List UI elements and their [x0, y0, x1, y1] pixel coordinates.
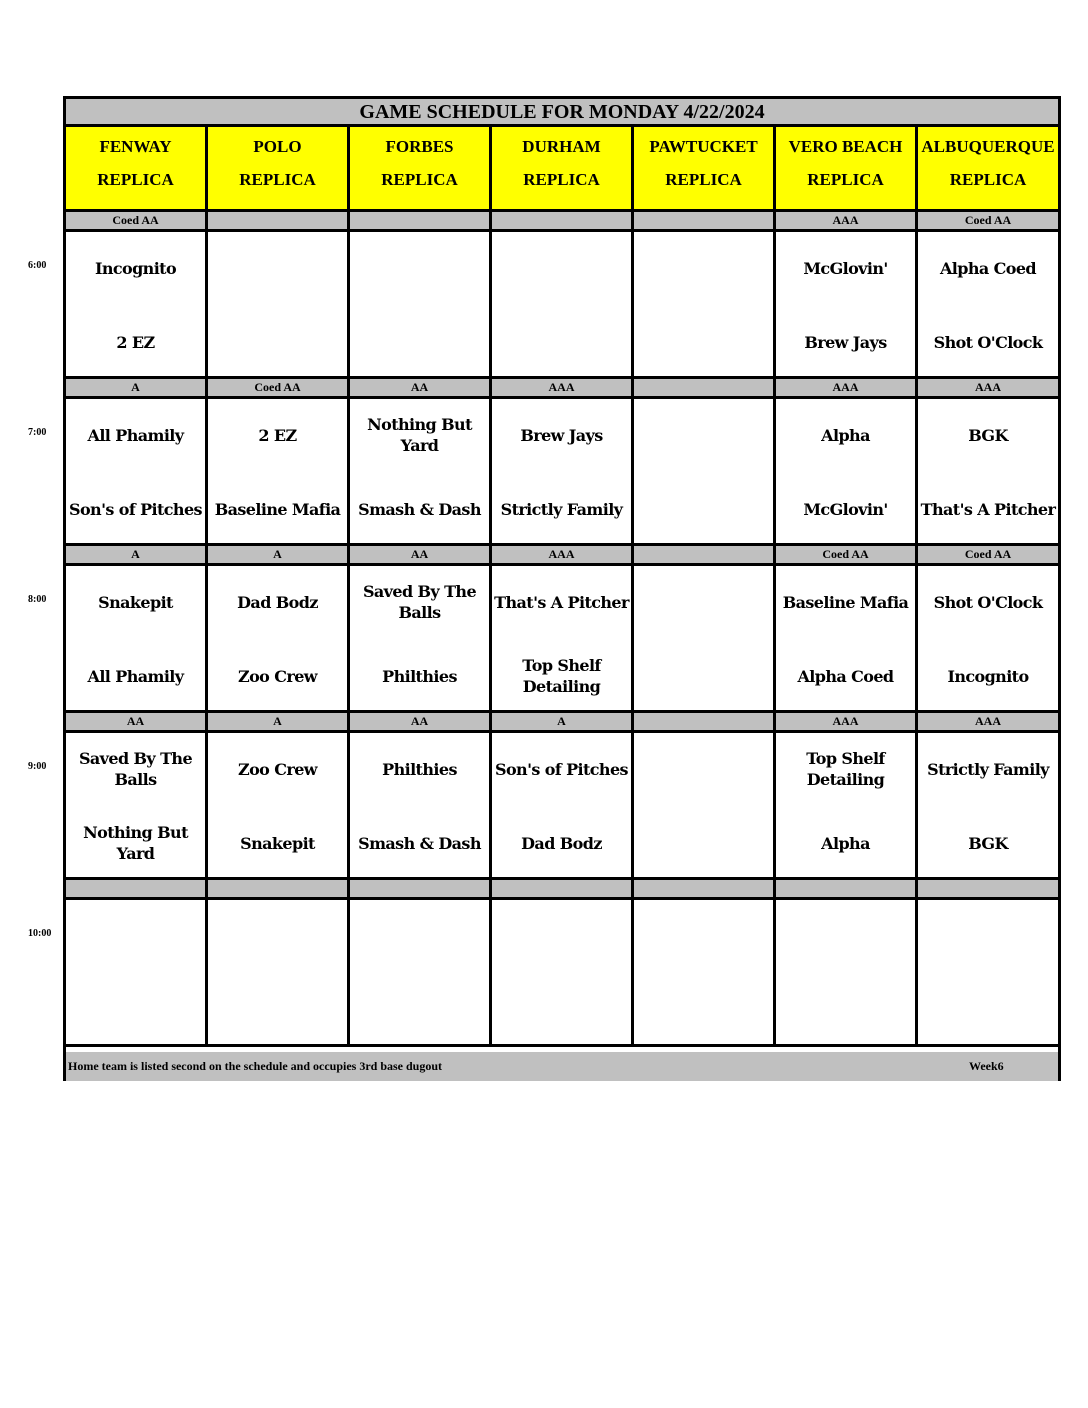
- home-team: Baseline Mafia: [214, 499, 341, 519]
- away-team: Alpha Coed: [939, 258, 1037, 278]
- home-team: Brew Jays: [804, 332, 887, 352]
- game-cell: [350, 900, 492, 1047]
- division-label: [350, 212, 492, 232]
- away-team: [350, 244, 489, 292]
- field-sub: REPLICA: [949, 170, 1027, 189]
- division-label: [492, 212, 634, 232]
- division-label: [634, 546, 776, 566]
- game-cell: [776, 399, 918, 546]
- game-cell: [776, 566, 918, 713]
- division-label: Coed AA: [66, 212, 208, 232]
- division-label: A: [208, 546, 350, 566]
- home-team: [634, 819, 773, 867]
- field-sub: REPLICA: [807, 170, 884, 189]
- away-team: Nothing But Yard: [367, 415, 472, 455]
- division-label: [634, 713, 776, 733]
- away-team: Strictly Family: [927, 759, 1049, 779]
- away-team: Saved By The Balls: [362, 582, 477, 622]
- game-cell: [776, 232, 918, 379]
- away-team: Zoo Crew: [238, 759, 317, 779]
- away-team: Dad Bodz: [237, 592, 318, 612]
- away-team: Top Shelf Detailing: [806, 749, 885, 789]
- division-label: [918, 880, 1058, 900]
- field-header: [918, 127, 1058, 212]
- division-label: AA: [350, 713, 492, 733]
- footer-note: Home team is listed second on the schedule and occupies 3rd base dugout: [68, 1059, 443, 1073]
- away-team: Saved By The Balls: [78, 749, 193, 789]
- away-team: Brew Jays: [520, 425, 603, 445]
- game-cell: [918, 399, 1058, 546]
- field-name: ALBUQUERQUE: [921, 137, 1055, 156]
- home-team: Smash & Dash: [358, 833, 481, 853]
- division-label: AAA: [776, 212, 918, 232]
- away-team: McGlovin': [803, 258, 888, 278]
- division-label: [66, 880, 208, 900]
- game-cell: [492, 399, 634, 546]
- home-team: [634, 318, 773, 366]
- home-team: Alpha: [821, 833, 870, 853]
- away-team: Philthies: [382, 759, 457, 779]
- game-cell: [634, 733, 776, 880]
- home-team: [634, 652, 773, 700]
- home-team: Snakepit: [240, 833, 315, 853]
- home-team: Philthies: [382, 666, 457, 686]
- game-cell: [66, 733, 208, 880]
- field-name: POLO: [253, 137, 302, 156]
- game-cell: [492, 566, 634, 713]
- time-label: 7:00: [28, 427, 47, 438]
- division-label: AAA: [918, 379, 1058, 399]
- away-team: [208, 912, 347, 960]
- away-team: BGK: [968, 425, 1008, 445]
- away-team: 2 EZ: [258, 425, 297, 445]
- division-label: [634, 212, 776, 232]
- away-team: [918, 912, 1058, 960]
- field-name: FORBES: [385, 137, 454, 156]
- game-cell: [350, 232, 492, 379]
- home-team: [492, 986, 631, 1034]
- schedule-footer: [66, 1052, 1058, 1081]
- division-label: [208, 880, 350, 900]
- home-team: Dad Bodz: [521, 833, 602, 853]
- field-name: PAWTUCKET: [649, 137, 758, 156]
- home-team: Alpha Coed: [797, 666, 894, 686]
- away-team: [634, 244, 773, 292]
- field-header: [776, 127, 918, 212]
- home-team: That's A Pitcher: [920, 499, 1056, 519]
- home-team: [350, 986, 489, 1034]
- game-cell: [66, 399, 208, 546]
- game-cell: [492, 232, 634, 379]
- away-team: Snakepit: [98, 592, 173, 612]
- field-header: [208, 127, 350, 212]
- game-cell: [918, 566, 1058, 713]
- home-team: [208, 986, 347, 1034]
- game-cell: [66, 900, 208, 1047]
- home-team: Zoo Crew: [238, 666, 317, 686]
- division-label: [634, 880, 776, 900]
- home-team: [776, 986, 915, 1034]
- division-label: A: [208, 713, 350, 733]
- field-sub: REPLICA: [523, 170, 600, 189]
- home-team: Top Shelf Detailing: [522, 656, 601, 696]
- division-label: AA: [350, 546, 492, 566]
- field-sub: REPLICA: [665, 170, 742, 189]
- game-cell: [918, 900, 1058, 1047]
- game-cell: [66, 232, 208, 379]
- home-team: Incognito: [947, 666, 1029, 686]
- division-label: AA: [350, 379, 492, 399]
- home-team: [66, 986, 205, 1034]
- home-team: [634, 485, 773, 533]
- field-name: VERO BEACH: [788, 137, 903, 156]
- division-label: A: [66, 546, 208, 566]
- home-team: [350, 318, 489, 366]
- game-cell: [776, 900, 918, 1047]
- division-label: [350, 880, 492, 900]
- time-label: 9:00: [28, 761, 47, 772]
- game-cell: [634, 399, 776, 546]
- away-team: Baseline Mafia: [782, 592, 909, 612]
- home-team: McGlovin': [803, 499, 888, 519]
- game-cell: [208, 566, 350, 713]
- field-name: DURHAM: [522, 137, 601, 156]
- schedule-title: GAME SCHEDULE FOR MONDAY 4/22/2024: [66, 99, 1058, 127]
- home-team: 2 EZ: [116, 332, 155, 352]
- division-label: A: [66, 379, 208, 399]
- division-label: [492, 880, 634, 900]
- field-header: [634, 127, 776, 212]
- home-team: Nothing But Yard: [83, 823, 188, 863]
- field-sub: REPLICA: [239, 170, 316, 189]
- away-team: That's A Pitcher: [494, 592, 629, 612]
- field-header: [66, 127, 208, 212]
- division-label: AA: [66, 713, 208, 733]
- home-team: Smash & Dash: [358, 499, 481, 519]
- division-label: AAA: [776, 713, 918, 733]
- away-team: [492, 244, 631, 292]
- home-team: BGK: [968, 833, 1008, 853]
- away-team: Alpha: [821, 425, 870, 445]
- away-team: Incognito: [94, 258, 177, 278]
- week-label: Week6: [969, 1059, 1004, 1073]
- game-cell: [350, 399, 492, 546]
- away-team: [776, 912, 915, 960]
- game-cell: [208, 733, 350, 880]
- home-team: [918, 986, 1058, 1034]
- away-team: [634, 745, 773, 793]
- away-team: [350, 912, 489, 960]
- home-team: [492, 318, 631, 366]
- game-cell: [634, 232, 776, 379]
- division-label: AAA: [492, 379, 634, 399]
- home-team: All Phamily: [87, 666, 184, 686]
- away-team: [634, 912, 773, 960]
- game-cell: [634, 900, 776, 1047]
- division-label: Coed AA: [208, 379, 350, 399]
- division-label: [634, 379, 776, 399]
- division-label: AAA: [918, 713, 1058, 733]
- game-cell: [66, 566, 208, 713]
- game-cell: [208, 399, 350, 546]
- division-label: [208, 212, 350, 232]
- game-cell: [350, 733, 492, 880]
- time-label: 10:00: [28, 928, 52, 939]
- game-cell: [492, 900, 634, 1047]
- field-name: FENWAY: [99, 137, 172, 156]
- away-team: All Phamily: [87, 425, 184, 445]
- schedule-table: [63, 96, 1061, 1081]
- time-label: 6:00: [28, 260, 47, 271]
- away-team: [634, 411, 773, 459]
- away-team: Son's of Pitches: [495, 759, 628, 779]
- game-cell: [918, 232, 1058, 379]
- division-label: [776, 880, 918, 900]
- division-label: A: [492, 713, 634, 733]
- away-team: [66, 912, 205, 960]
- division-label: AAA: [492, 546, 634, 566]
- game-cell: [208, 232, 350, 379]
- division-label: Coed AA: [918, 212, 1058, 232]
- home-team: Strictly Family: [500, 499, 623, 519]
- away-team: Shot O'Clock: [933, 592, 1043, 612]
- game-cell: [634, 566, 776, 713]
- game-cell: [918, 733, 1058, 880]
- home-team: Son's of Pitches: [69, 499, 202, 519]
- division-label: Coed AA: [918, 546, 1058, 566]
- home-team: [208, 318, 347, 366]
- home-team: Shot O'Clock: [933, 332, 1043, 352]
- away-team: [208, 244, 347, 292]
- field-header: [492, 127, 634, 212]
- time-label: 8:00: [28, 594, 47, 605]
- game-cell: [492, 733, 634, 880]
- game-cell: [776, 733, 918, 880]
- home-team: [634, 986, 773, 1034]
- field-header: [350, 127, 492, 212]
- away-team: [634, 578, 773, 626]
- division-label: AAA: [776, 379, 918, 399]
- game-cell: [208, 900, 350, 1047]
- away-team: [492, 912, 631, 960]
- game-cell: [350, 566, 492, 713]
- field-sub: REPLICA: [381, 170, 458, 189]
- field-sub: REPLICA: [97, 170, 174, 189]
- division-label: Coed AA: [776, 546, 918, 566]
